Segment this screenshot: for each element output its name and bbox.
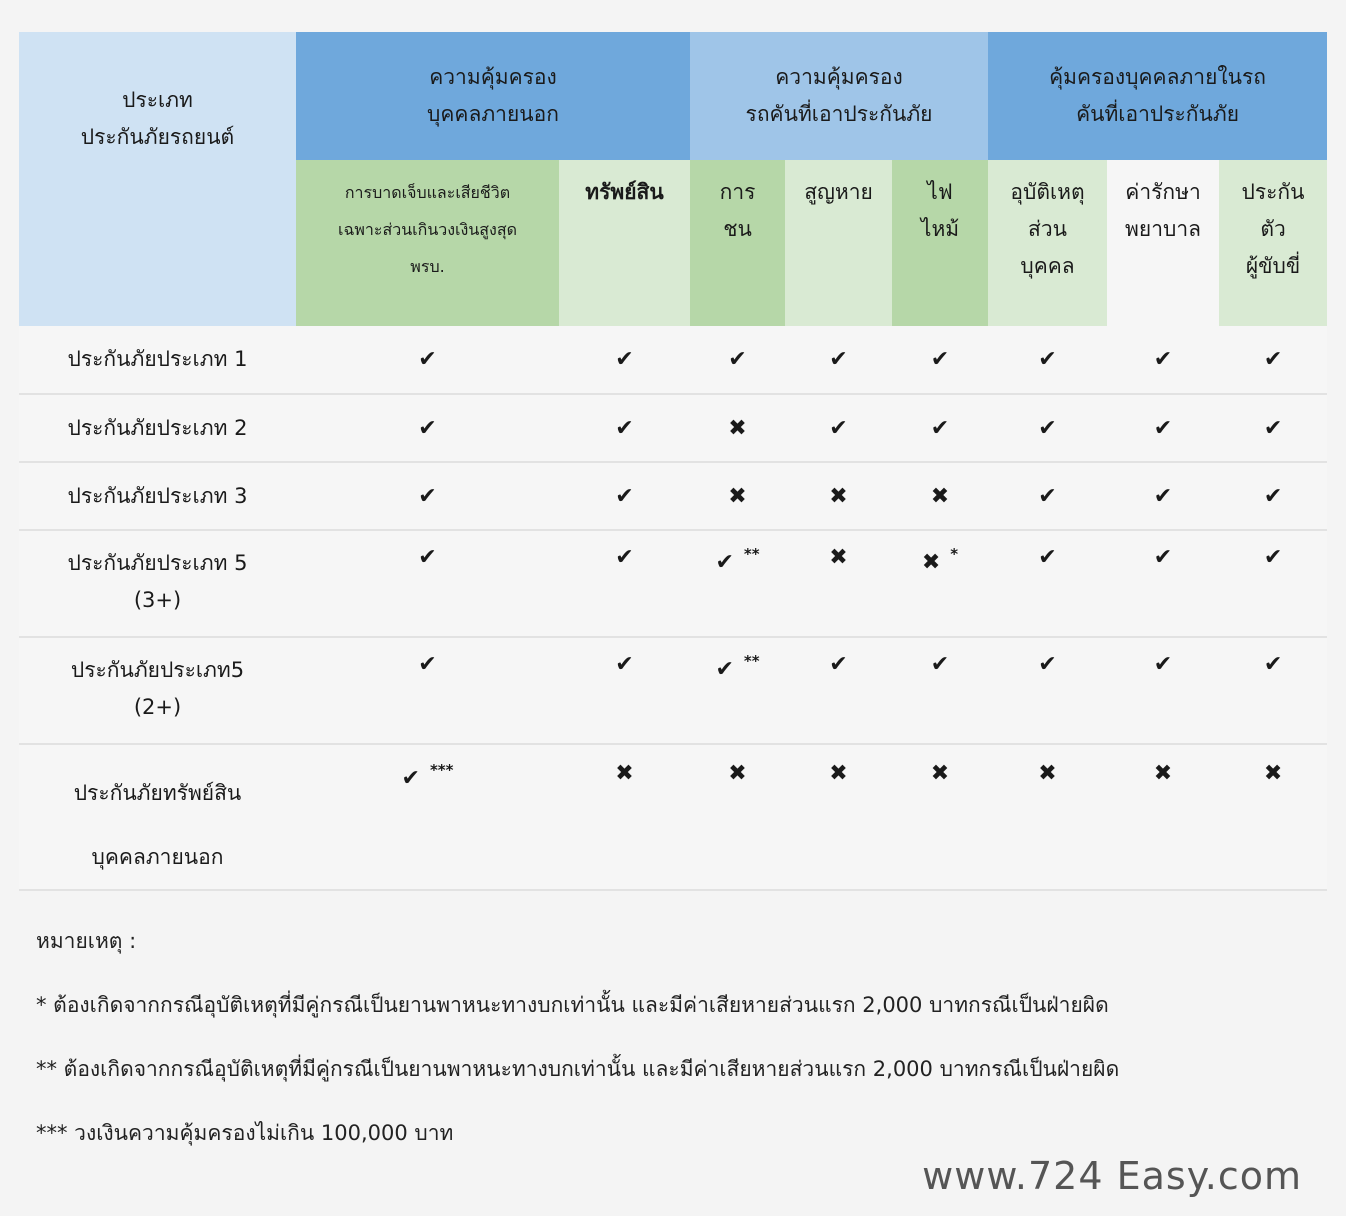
group-header-insured-vehicle: ความคุ้มครอง รถคันที่เอาประกันภัย xyxy=(690,32,988,160)
coverage-cell xyxy=(690,530,785,637)
check-icon: ✔ xyxy=(418,347,437,372)
check-icon: ✔ xyxy=(418,545,437,570)
coverage-cell xyxy=(296,394,559,462)
cross-icon: ✖ xyxy=(615,761,634,786)
coverage-cell xyxy=(785,744,892,890)
row-label-line: ประกันภัยทรัพย์สิน xyxy=(73,781,242,805)
row-label-line: (3+) xyxy=(133,588,182,612)
subheader-fire: ไฟ ไหม้ xyxy=(892,160,988,326)
coverage-cell xyxy=(1107,530,1219,637)
type-header-line1: ประเภท xyxy=(122,88,193,112)
check-icon: ✔ xyxy=(1263,652,1283,677)
cross-icon: ✖ xyxy=(1038,761,1057,786)
table-row xyxy=(19,394,1327,462)
coverage-cell xyxy=(296,744,559,890)
type-header xyxy=(19,32,296,326)
footnote-marker: ** xyxy=(743,545,760,563)
check-icon: ✔ xyxy=(418,415,437,441)
cross-icon: ✖ xyxy=(1263,761,1283,786)
notes-title: หมายเหตุ : xyxy=(36,929,137,953)
coverage-cell xyxy=(296,637,559,744)
check-icon: ✔ xyxy=(401,766,420,791)
check-icon: ✔ xyxy=(1153,652,1173,677)
check-icon: ✔ xyxy=(615,415,634,441)
coverage-cell xyxy=(296,462,559,530)
coverage-cell xyxy=(785,462,892,530)
subheader-bodily-injury: การบาดเจ็บและเสียชีวิต เฉพาะส่วนเกินวงเงินสูงสุด พรบ. xyxy=(296,160,559,326)
footnote-marker: * xyxy=(950,545,959,563)
notes-section xyxy=(36,922,1296,1178)
check-icon: ✔ xyxy=(715,550,734,575)
coverage-cell xyxy=(690,326,785,394)
cross-icon: ✖ xyxy=(930,483,950,509)
check-icon: ✔ xyxy=(1263,415,1283,441)
note-3: *** วงเงินความคุ้มครองไม่เกิน 100,000 บาท xyxy=(36,1121,454,1145)
coverage-cell xyxy=(296,530,559,637)
coverage-cell xyxy=(785,394,892,462)
coverage-cell xyxy=(1107,637,1219,744)
table-row xyxy=(19,744,1327,890)
check-icon: ✔ xyxy=(829,652,848,677)
table-row xyxy=(19,530,1327,637)
table-row xyxy=(19,326,1327,394)
check-icon: ✔ xyxy=(1153,483,1173,509)
check-icon: ✔ xyxy=(418,652,437,677)
row-label xyxy=(19,637,296,744)
group-header-third-party: ความคุ้มครอง บุคคลภายนอก xyxy=(296,32,690,160)
subheader-collision: การ ชน xyxy=(690,160,785,326)
coverage-cell xyxy=(1219,394,1327,462)
subheader-personal-accident: อุบัติเหตุ ส่วน บุคคล xyxy=(988,160,1107,326)
coverage-cell xyxy=(988,744,1107,890)
row-label-line: ประกันภัยประเภท 2 xyxy=(67,415,248,440)
check-icon: ✔ xyxy=(829,347,848,372)
coverage-cell xyxy=(892,530,988,637)
check-icon: ✔ xyxy=(615,652,634,677)
row-label xyxy=(19,394,296,462)
coverage-cell xyxy=(892,394,988,462)
check-icon: ✔ xyxy=(1038,415,1057,441)
coverage-cell xyxy=(1219,530,1327,637)
check-icon: ✔ xyxy=(615,545,634,570)
coverage-cell xyxy=(559,462,690,530)
check-icon: ✔ xyxy=(1263,545,1283,570)
check-icon: ✔ xyxy=(1153,347,1173,372)
row-label xyxy=(19,744,296,890)
cross-icon: ✖ xyxy=(921,550,941,575)
cross-icon: ✖ xyxy=(728,415,747,441)
check-icon: ✔ xyxy=(1038,545,1057,570)
note-1: * ต้องเกิดจากกรณีอุบัติเหตุที่มีคู่กรณีเป็นยานพาหนะทางบกเท่านั้น และมีค่าเสียหายส่วนแรก 2,000 บาทกรณีเป็นฝ่ายผิด xyxy=(36,993,1109,1017)
row-label-line: ประกันภัยประเภท 3 xyxy=(67,483,248,508)
subheader-property: ทรัพย์สิน xyxy=(559,160,690,326)
check-icon: ✔ xyxy=(418,483,437,509)
coverage-cell xyxy=(1107,326,1219,394)
subheader-theft: สูญหาย xyxy=(785,160,892,326)
type-header-line2: ประกันภัยรถยนต์ xyxy=(80,125,235,149)
table-row xyxy=(19,637,1327,744)
coverage-cell xyxy=(559,637,690,744)
coverage-cell xyxy=(785,530,892,637)
note-2: ** ต้องเกิดจากกรณีอุบัติเหตุที่มีคู่กรณีเป็นยานพาหนะทางบกเท่านั้น และมีค่าเสียหายส่วนแรก 2,000 บาทกรณีเป็นฝ่ายผิด xyxy=(36,1057,1120,1081)
row-label-line: ประกันภัยประเภท 5 xyxy=(67,551,248,575)
cross-icon: ✖ xyxy=(728,483,747,509)
coverage-cell xyxy=(1219,326,1327,394)
row-label-line: (2+) xyxy=(133,695,182,719)
coverage-cell xyxy=(296,326,559,394)
coverage-cell xyxy=(988,326,1107,394)
coverage-table-container xyxy=(19,32,1327,891)
footnote-marker: ** xyxy=(743,652,760,670)
coverage-cell xyxy=(892,744,988,890)
row-label-line: บุคคลภายนอก xyxy=(91,845,224,869)
check-icon: ✔ xyxy=(829,415,848,441)
check-icon: ✔ xyxy=(615,347,634,372)
coverage-cell xyxy=(1219,462,1327,530)
row-label-line: ประกันภัยประเภท5 xyxy=(70,658,245,682)
coverage-cell xyxy=(1219,744,1327,890)
check-icon: ✔ xyxy=(1263,347,1283,372)
row-label xyxy=(19,326,296,394)
coverage-cell xyxy=(892,637,988,744)
check-icon: ✔ xyxy=(1038,483,1057,509)
check-icon: ✔ xyxy=(1038,347,1057,372)
coverage-cell xyxy=(785,637,892,744)
row-label-line: ประกันภัยประเภท 1 xyxy=(67,347,248,371)
coverage-cell xyxy=(988,637,1107,744)
coverage-cell xyxy=(988,394,1107,462)
check-icon: ✔ xyxy=(728,347,747,372)
coverage-cell xyxy=(559,744,690,890)
coverage-cell xyxy=(892,462,988,530)
footnote-marker: *** xyxy=(429,761,454,779)
check-icon: ✔ xyxy=(930,415,950,441)
coverage-cell xyxy=(1219,637,1327,744)
coverage-cell xyxy=(785,326,892,394)
coverage-cell xyxy=(559,530,690,637)
coverage-cell xyxy=(559,394,690,462)
coverage-cell xyxy=(988,462,1107,530)
check-icon: ✔ xyxy=(1153,415,1173,441)
subheader-driver-bail: ประกัน ตัว ผู้ขับขี่ xyxy=(1219,160,1327,326)
coverage-cell xyxy=(690,394,785,462)
row-label xyxy=(19,530,296,637)
row-label xyxy=(19,462,296,530)
subheader-medical: ค่ารักษา พยาบาล xyxy=(1107,160,1219,326)
cross-icon: ✖ xyxy=(829,545,848,570)
coverage-table xyxy=(19,32,1327,891)
coverage-cell xyxy=(690,637,785,744)
coverage-cell xyxy=(690,744,785,890)
coverage-cell xyxy=(1107,462,1219,530)
coverage-cell xyxy=(559,326,690,394)
coverage-cell xyxy=(1107,394,1219,462)
coverage-cell xyxy=(892,326,988,394)
check-icon: ✔ xyxy=(1263,483,1283,509)
check-icon: ✔ xyxy=(715,657,734,682)
check-icon: ✔ xyxy=(1038,652,1057,677)
coverage-cell xyxy=(690,462,785,530)
check-icon: ✔ xyxy=(615,483,634,509)
group-header-occupants: คุ้มครองบุคคลภายในรถ คันที่เอาประกันภัย xyxy=(988,32,1327,160)
cross-icon: ✖ xyxy=(829,483,848,509)
cross-icon: ✖ xyxy=(728,761,747,786)
cross-icon: ✖ xyxy=(930,761,950,786)
table-row xyxy=(19,462,1327,530)
cross-icon: ✖ xyxy=(829,761,848,786)
coverage-cell xyxy=(1107,744,1219,890)
check-icon: ✔ xyxy=(930,347,950,372)
check-icon: ✔ xyxy=(1153,545,1173,570)
check-icon: ✔ xyxy=(930,652,950,677)
cross-icon: ✖ xyxy=(1153,761,1173,786)
table-body xyxy=(19,326,1327,890)
coverage-cell xyxy=(988,530,1107,637)
site-watermark: www.724 Easy.com xyxy=(922,1154,1302,1198)
